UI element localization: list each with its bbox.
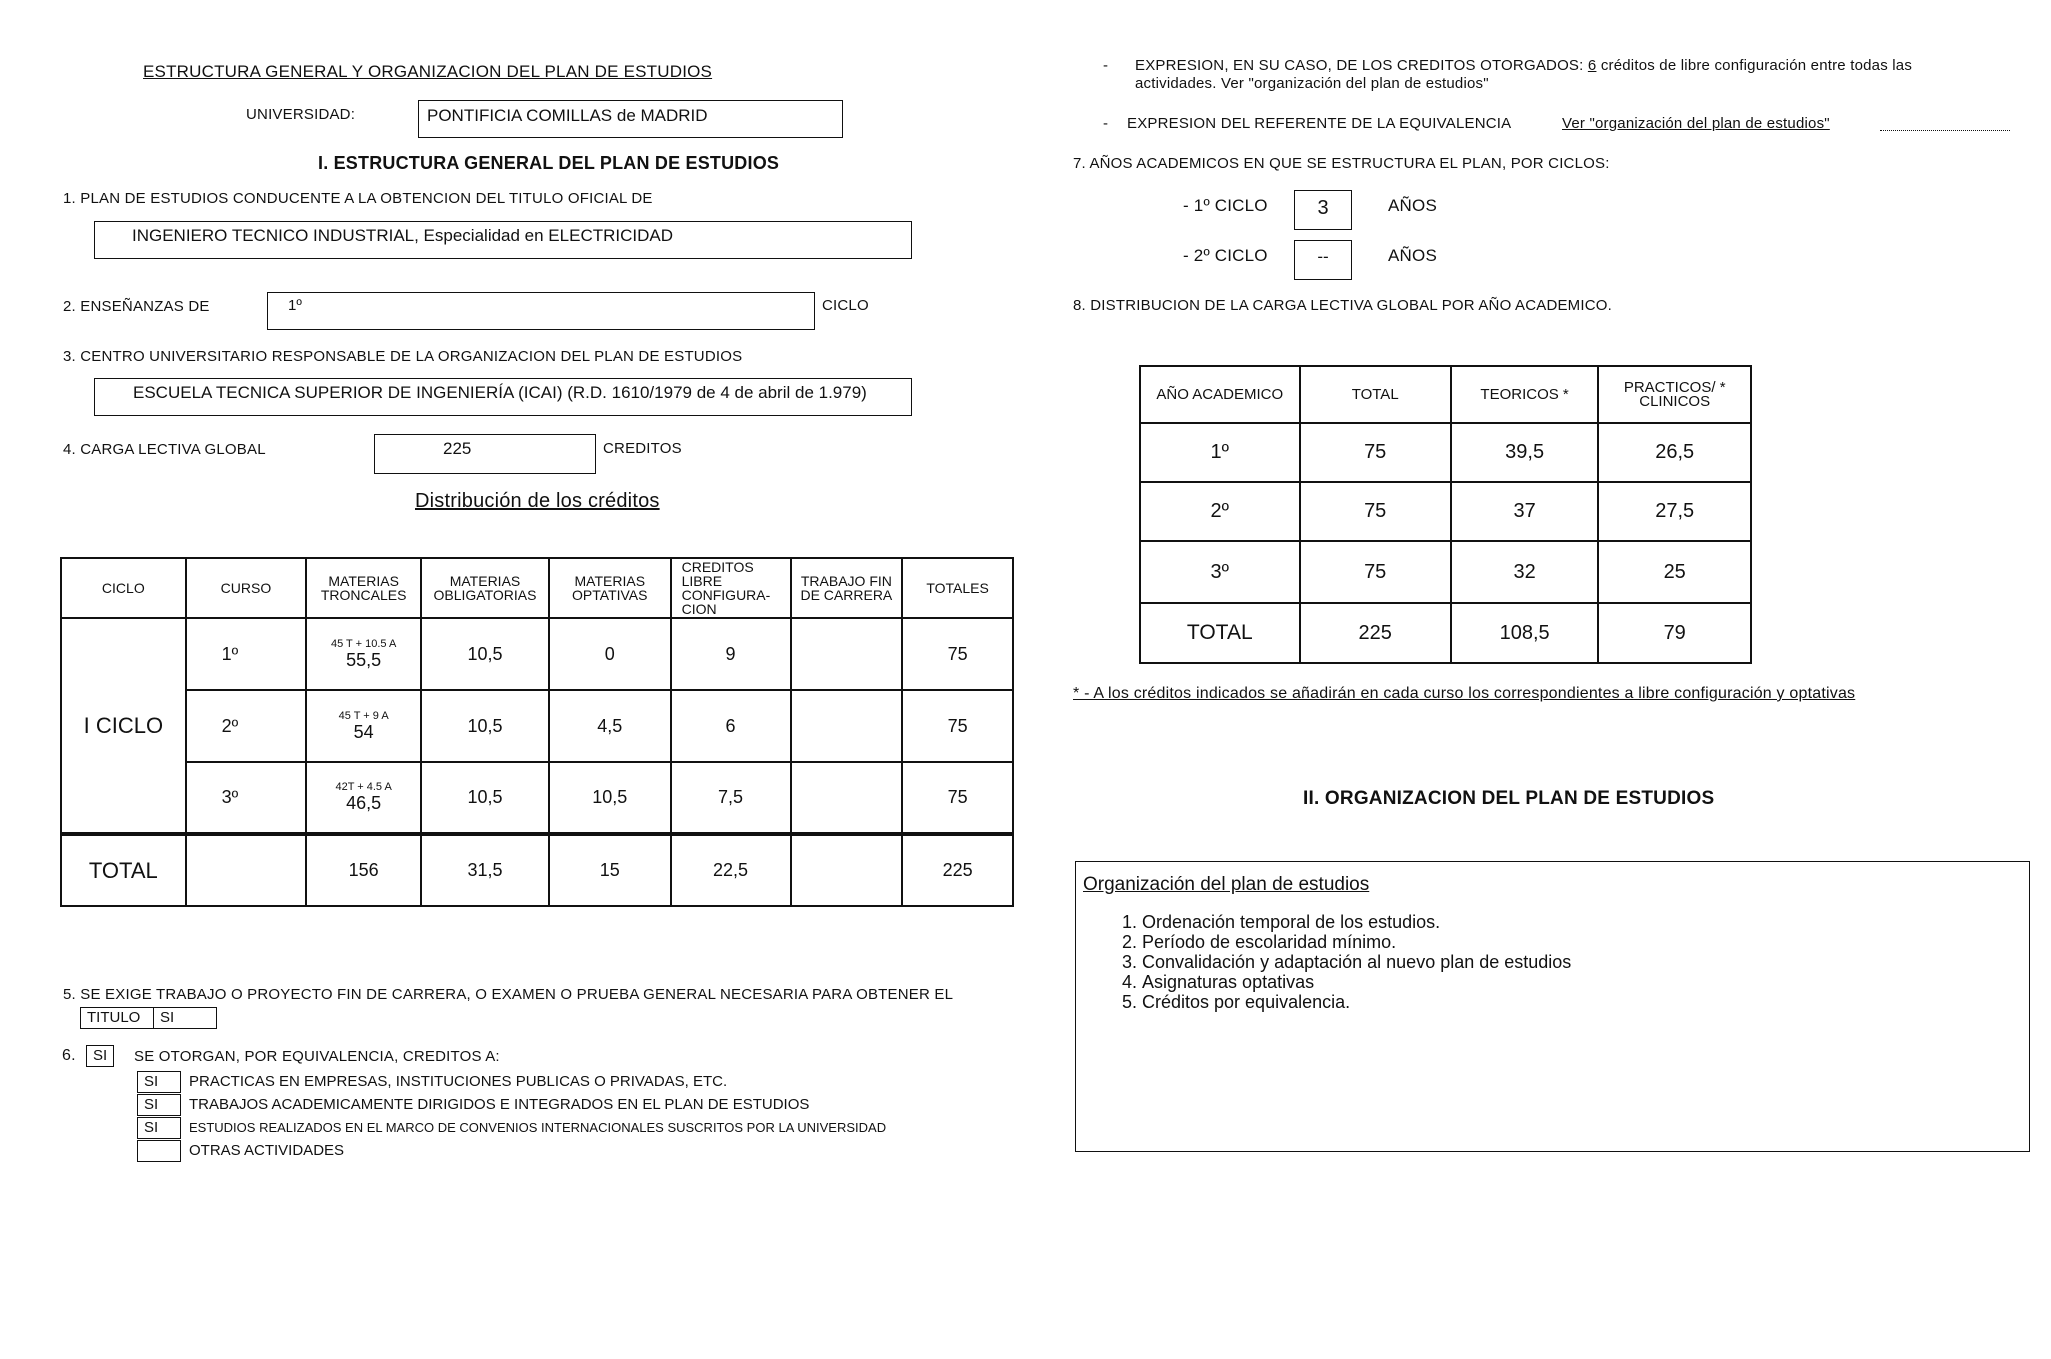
- titulo-si: SI: [154, 1007, 217, 1029]
- item-5-titulo-box: [80, 1007, 217, 1029]
- table-row: [1140, 541, 1751, 603]
- table-row: [61, 618, 1013, 690]
- option-checkbox: SI: [137, 1117, 181, 1139]
- total-troncales: 156: [306, 834, 421, 906]
- ciclo-2-value: --: [1317, 247, 1329, 266]
- list-item: [137, 1093, 886, 1116]
- option-label: TRABAJOS ACADEMICAMENTE DIRIGIDOS E INTEGRADOS EN EL PLAN DE ESTUDIOS: [189, 1096, 810, 1113]
- expresion-creditos-b: créditos de libre configuración entre todas las: [1600, 57, 1913, 74]
- total-cell: 75: [1300, 482, 1451, 541]
- ciclo-2-label: - 2º CICLO: [1183, 246, 1268, 265]
- document-title: ESTRUCTURA GENERAL Y ORGANIZACION DEL PLAN DE ESTUDIOS: [143, 62, 713, 81]
- libre-cell: 7,5: [671, 762, 791, 834]
- option-checkbox: SI: [137, 1071, 181, 1093]
- total-totales: 225: [902, 834, 1013, 906]
- expresion-creditos-a: EXPRESION, EN SU CASO, DE LOS CREDITOS OTORGADOS:: [1135, 57, 1584, 74]
- year-cell: 1º: [1140, 423, 1300, 482]
- total-trabajo: [791, 834, 903, 906]
- total-cell: 75: [1300, 423, 1451, 482]
- practicos-cell: 27,5: [1598, 482, 1751, 541]
- obligatorias-cell: 10,5: [421, 762, 549, 834]
- troncales-detail: 42T + 4.5 A: [335, 781, 392, 793]
- year-cell: 3º: [1140, 541, 1300, 603]
- practicos-cell: 26,5: [1598, 423, 1751, 482]
- header-libre: CREDITOS LIBRE CONFIGURA-CION: [671, 558, 791, 618]
- list-item: 1. Ordenación temporal de los estudios.: [1142, 912, 1571, 932]
- teoricos-cell: 37: [1451, 482, 1599, 541]
- header-totales: TOTALES: [902, 558, 1013, 618]
- item-5-label: 5. SE EXIGE TRABAJO O PROYECTO FIN DE CARRERA, O EXAMEN O PRUEBA GENERAL NECESARIA PARA OBTENER EL: [63, 986, 954, 1003]
- header-practicos: PRACTICOS/ * CLINICOS: [1598, 366, 1751, 423]
- option-checkbox: [137, 1140, 181, 1162]
- totales-cell: 75: [902, 690, 1013, 762]
- teoricos-cell: 39,5: [1451, 423, 1599, 482]
- organizacion-list: [1106, 912, 1571, 1012]
- troncales-value: 55,5: [346, 649, 382, 670]
- carga-field: [374, 434, 596, 474]
- header-teoricos: TEORICOS *: [1451, 366, 1599, 423]
- expresion-creditos-line2: actividades. Ver "organización del plan de estudios": [1135, 75, 1489, 92]
- ensenanzas-field: [267, 292, 815, 330]
- troncales-detail: 45 T + 10.5 A: [330, 637, 397, 650]
- total-row: [61, 834, 1013, 906]
- header-trabajo: TRABAJO FIN DE CARRERA: [791, 558, 903, 618]
- option-checkbox: SI: [137, 1094, 181, 1116]
- bullet-dash: -: [1103, 57, 1109, 74]
- ciclo-cell: I CICLO: [61, 618, 186, 834]
- teoricos-cell: 32: [1451, 541, 1599, 603]
- year-total-practicos: 79: [1598, 603, 1751, 663]
- list-item: [137, 1139, 886, 1162]
- troncales-value: 46,5: [346, 793, 382, 813]
- list-item: 4. Asignaturas optativas: [1142, 972, 1571, 992]
- header-obligatorias: MATERIAS OBLIGATORIAS: [421, 558, 549, 618]
- total-curso: [186, 834, 307, 906]
- ciclo-1-value: 3: [1317, 197, 1329, 219]
- list-item: 2. Período de escolaridad mínimo.: [1142, 932, 1571, 952]
- item-1-label: 1. PLAN DE ESTUDIOS CONDUCENTE A LA OBTENCION DEL TITULO OFICIAL DE: [63, 190, 653, 207]
- list-item: 3. Convalidación y adaptación al nuevo plan de estudios: [1142, 952, 1571, 972]
- item-7-label: 7. AÑOS ACADEMICOS EN QUE SE ESTRUCTURA EL PLAN, POR CICLOS:: [1073, 155, 1610, 172]
- option-label: ESTUDIOS REALIZADOS EN EL MARCO DE CONVENIOS INTERNACIONALES SUSCRITOS POR LA UNIVERSIDAD: [189, 1120, 887, 1135]
- year-total-total: 225: [1300, 603, 1451, 663]
- troncales-cell: [306, 618, 421, 690]
- carga-value: 225: [443, 439, 472, 458]
- totales-cell: 75: [902, 762, 1013, 834]
- libre-cell: 6: [671, 690, 791, 762]
- section-1-title: I. ESTRUCTURA GENERAL DEL PLAN DE ESTUDIOS: [318, 153, 780, 173]
- dotted-line: [1880, 130, 2010, 131]
- troncales-detail: 45 T + 9 A: [338, 709, 389, 722]
- item-3-label: 3. CENTRO UNIVERSITARIO RESPONSABLE DE LA ORGANIZACION DEL PLAN DE ESTUDIOS: [63, 348, 743, 365]
- table-row: [61, 762, 1013, 834]
- total-row: [1140, 603, 1751, 663]
- section-2-title: II. ORGANIZACION DEL PLAN DE ESTUDIOS: [1303, 788, 1715, 809]
- universidad-field: [418, 100, 843, 138]
- expresion-referente-label: EXPRESION DEL REFERENTE DE LA EQUIVALENCIA: [1127, 115, 1512, 132]
- total-optativas: 15: [549, 834, 671, 906]
- titulo-label: TITULO: [80, 1007, 154, 1029]
- list-item: 5. Créditos por equivalencia.: [1142, 992, 1571, 1012]
- optativas-cell: 10,5: [549, 762, 671, 834]
- practicos-cell: 25: [1598, 541, 1751, 603]
- ensenanzas-value: 1º: [288, 297, 302, 314]
- year-table-footnote: * - A los créditos indicados se añadirán en cada curso los correspondientes a libre configuración y optativas: [1073, 685, 1856, 702]
- titulo-value: INGENIERO TECNICO INDUSTRIAL, Especialidad en ELECTRICIDAD: [132, 226, 673, 245]
- item-2-label: 2. ENSEÑANZAS DE: [63, 298, 210, 315]
- libre-cell: 9: [671, 618, 791, 690]
- anos-2: AÑOS: [1388, 246, 1437, 265]
- universidad-value: PONTIFICIA COMILLAS de MADRID: [427, 106, 708, 125]
- total-libre: 22,5: [671, 834, 791, 906]
- item-6-value: SI: [86, 1045, 114, 1067]
- total-cell: 75: [1300, 541, 1451, 603]
- curso-cell: 1º: [186, 618, 307, 690]
- year-distribution-table: [1139, 365, 1752, 664]
- ciclo-1-label: - 1º CICLO: [1183, 196, 1268, 215]
- expresion-creditos-num: 6: [1587, 57, 1597, 74]
- header-total: TOTAL: [1300, 366, 1451, 423]
- year-total-teoricos: 108,5: [1451, 603, 1599, 663]
- totales-cell: 75: [902, 618, 1013, 690]
- troncales-cell: [306, 690, 421, 762]
- year-cell: 2º: [1140, 482, 1300, 541]
- header-ano: AÑO ACADEMICO: [1140, 366, 1300, 423]
- ciclo-word: CICLO: [822, 297, 869, 314]
- list-item: [137, 1116, 886, 1139]
- curso-cell: 3º: [186, 762, 307, 834]
- optativas-cell: 4,5: [549, 690, 671, 762]
- organizacion-box: [1075, 861, 2030, 1152]
- optativas-cell: 0: [549, 618, 671, 690]
- ciclo-2-field: [1294, 240, 1352, 280]
- header-troncales: MATERIAS TRONCALES: [306, 558, 421, 618]
- credit-table-header: [61, 558, 1013, 618]
- item-4-label: 4. CARGA LECTIVA GLOBAL: [63, 441, 266, 458]
- trabajo-cell: [791, 690, 903, 762]
- total-label: TOTAL: [61, 834, 186, 906]
- item-6-number: 6.: [62, 1047, 76, 1064]
- organizacion-box-title: Organización del plan de estudios: [1083, 874, 1370, 895]
- table-row: [61, 690, 1013, 762]
- table-row: [1140, 482, 1751, 541]
- troncales-cell: [306, 762, 421, 834]
- titulo-field: [94, 221, 912, 259]
- expresion-creditos: [1135, 57, 2030, 74]
- trabajo-cell: [791, 762, 903, 834]
- obligatorias-cell: 10,5: [421, 690, 549, 762]
- troncales-value: 54: [353, 721, 374, 742]
- item-8-label: 8. DISTRIBUCION DE LA CARGA LECTIVA GLOBAL POR AÑO ACADEMICO.: [1073, 297, 1613, 314]
- creditos-word: CREDITOS: [603, 440, 682, 457]
- header-ciclo: CICLO: [61, 558, 186, 618]
- obligatorias-cell: 10,5: [421, 618, 549, 690]
- table-row: [1140, 423, 1751, 482]
- centro-field: [94, 378, 912, 416]
- anos-1: AÑOS: [1388, 196, 1437, 215]
- header-curso: CURSO: [186, 558, 307, 618]
- option-label: OTRAS ACTIVIDADES: [189, 1142, 345, 1159]
- equivalencia-options: [137, 1070, 886, 1162]
- ciclo-1-field: [1294, 190, 1352, 230]
- list-item: [137, 1070, 886, 1093]
- header-optativas: MATERIAS OPTATIVAS: [549, 558, 671, 618]
- curso-cell: 2º: [186, 690, 307, 762]
- expresion-referente-value: Ver "organización del plan de estudios": [1562, 115, 1830, 132]
- total-obligatorias: 31,5: [421, 834, 549, 906]
- trabajo-cell: [791, 618, 903, 690]
- bullet-dash: -: [1103, 115, 1109, 132]
- credit-distribution-table: [60, 557, 1014, 907]
- distribucion-title: Distribución de los créditos: [415, 490, 660, 512]
- item-6-label: SE OTORGAN, POR EQUIVALENCIA, CREDITOS A:: [134, 1048, 500, 1065]
- option-label: PRACTICAS EN EMPRESAS, INSTITUCIONES PUBLICAS O PRIVADAS, ETC.: [189, 1073, 728, 1090]
- year-total-label: TOTAL: [1140, 603, 1300, 663]
- universidad-label: UNIVERSIDAD:: [246, 106, 356, 123]
- centro-value: ESCUELA TECNICA SUPERIOR DE INGENIERÍA (ICAI) (R.D. 1610/1979 de 4 de abril de 1.979): [133, 383, 867, 402]
- year-table-header: [1140, 366, 1751, 423]
